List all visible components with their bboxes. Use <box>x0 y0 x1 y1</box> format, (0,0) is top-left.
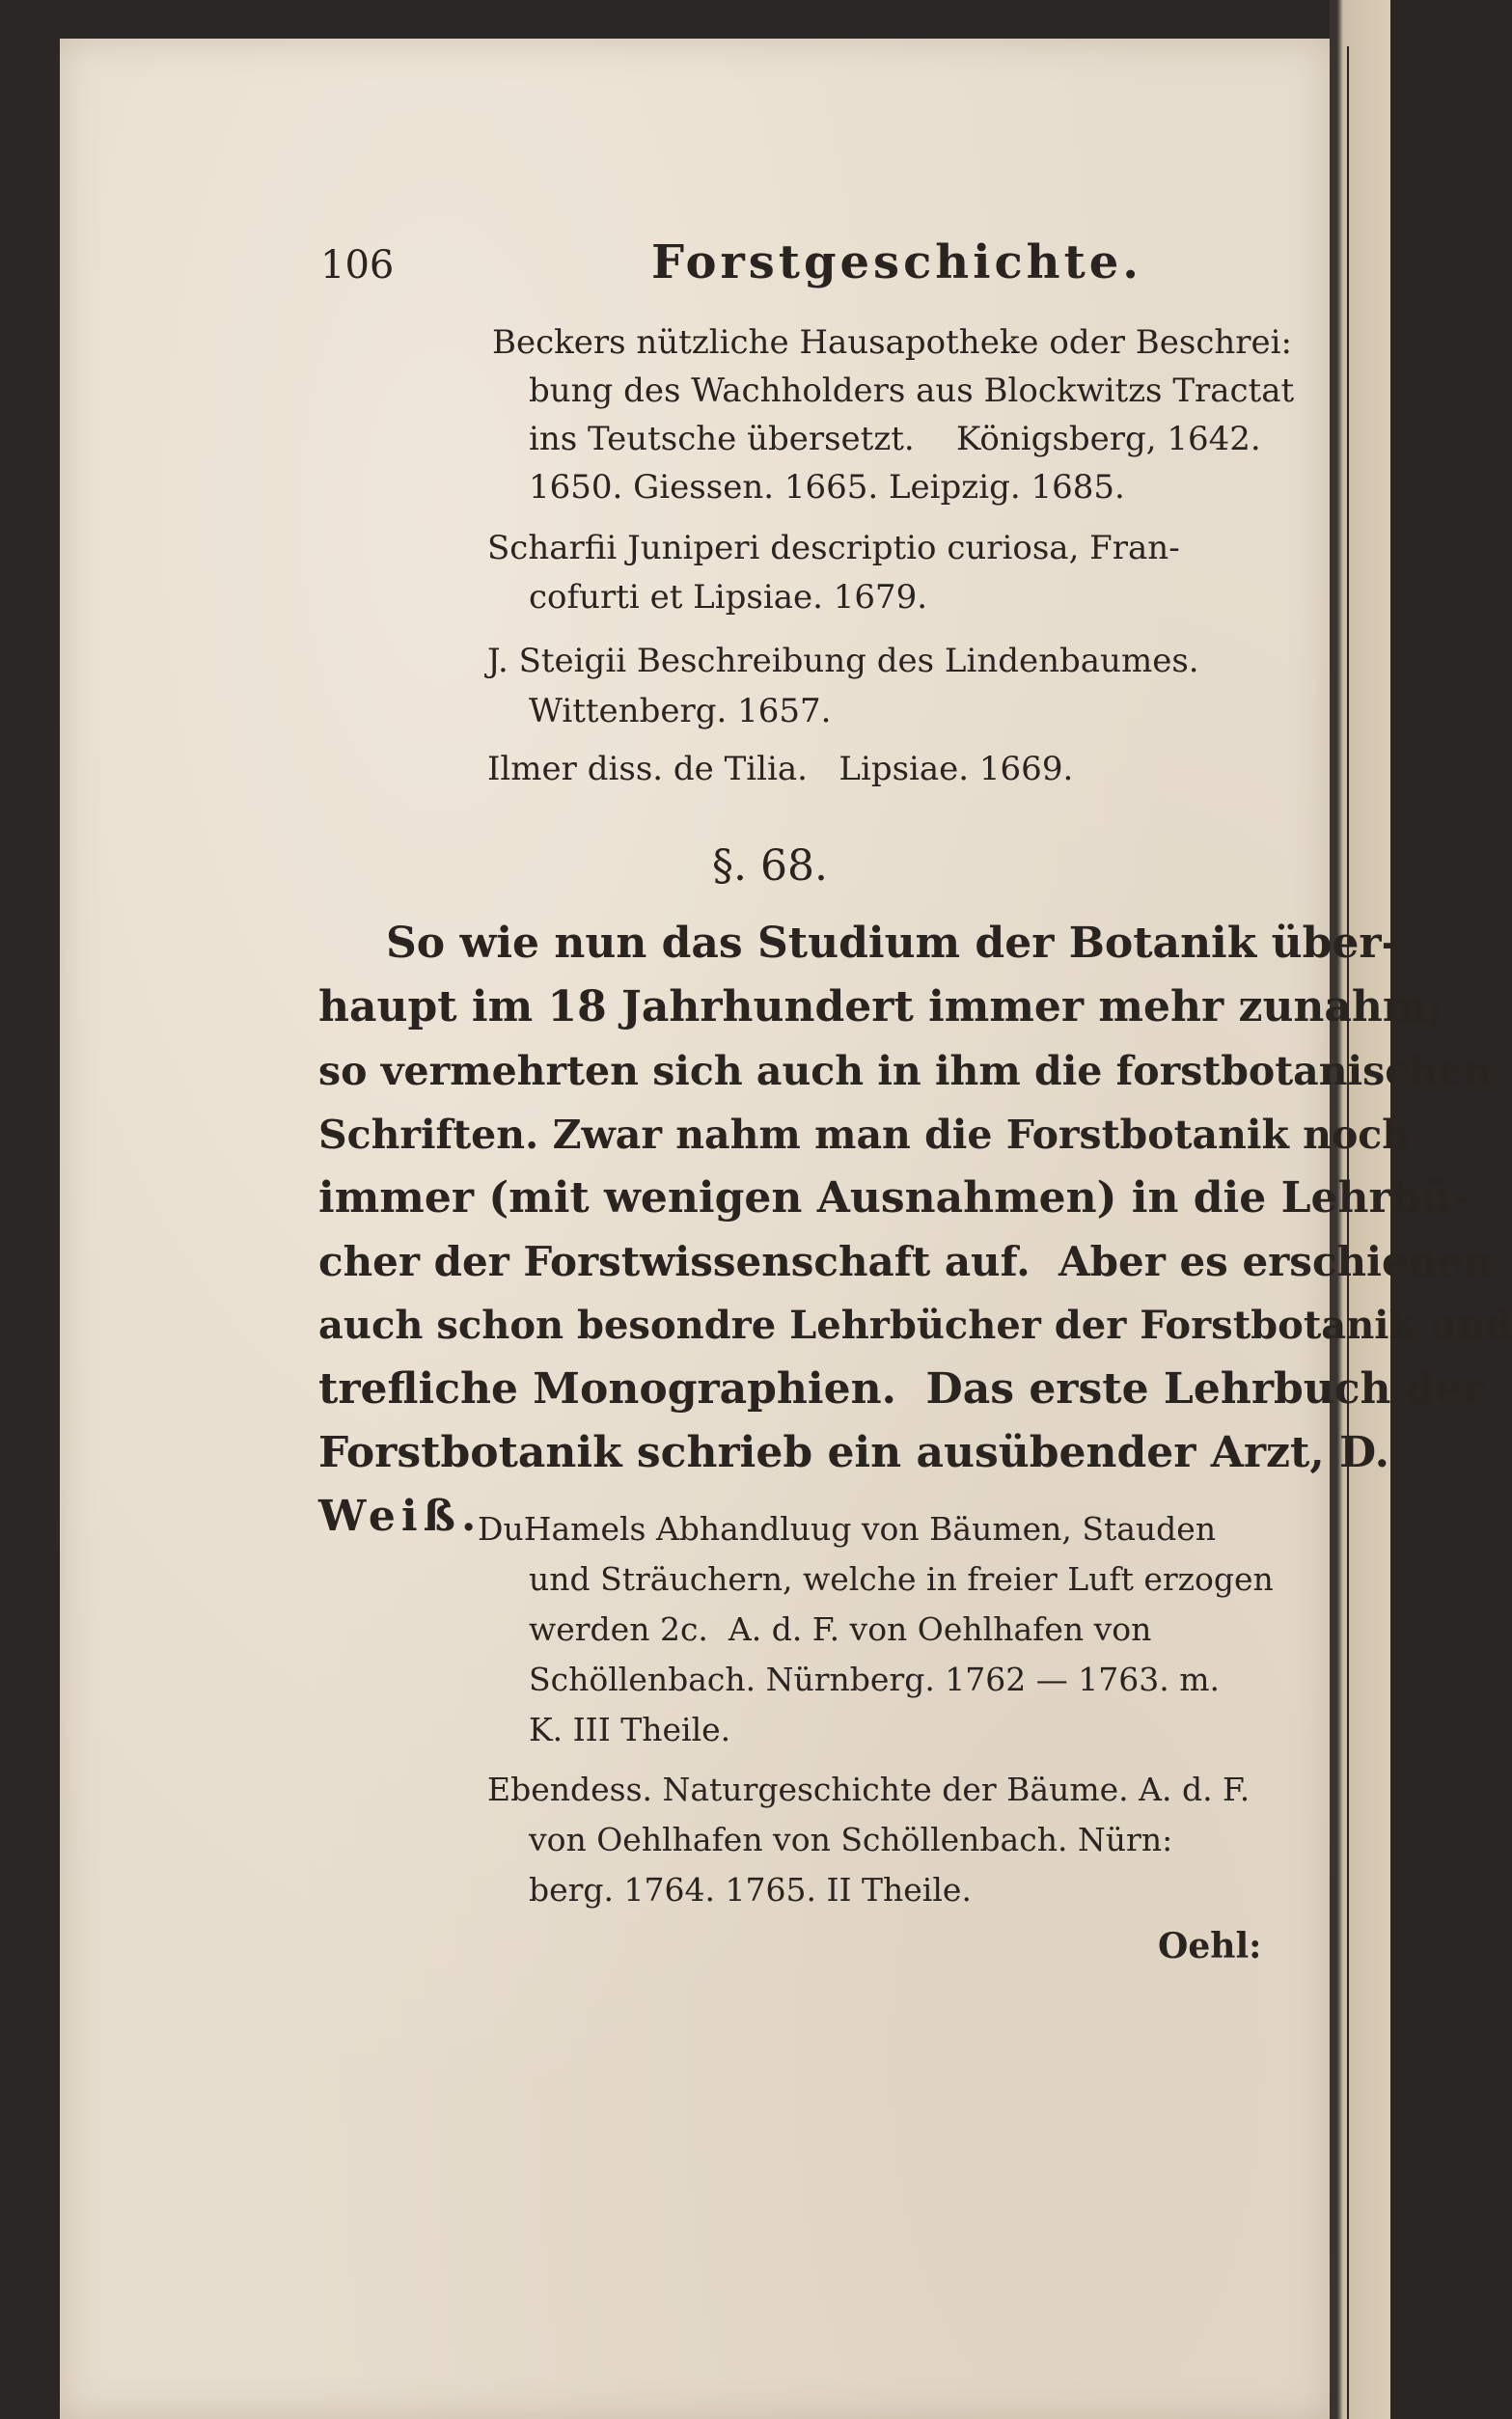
body-line: auch schon besondre Lehrbücher der Forstbotanik und <box>318 1303 1512 1348</box>
reference-line: Schöllenbach. Nürnberg. 1762 — 1763. m. <box>529 1661 1221 1698</box>
body-line: cher der Forstwissenschaft auf. Aber es erschienen <box>318 1238 1493 1285</box>
body-line: Forstbotanik schrieb ein ausübender Arzt, D. <box>318 1428 1389 1477</box>
reference-line: Beckers nützliche Hausapotheke oder Beschrei: <box>492 323 1292 362</box>
reference-line: ins Teutsche übersetzt. Königsberg, 1642. <box>529 420 1261 458</box>
body-line: Weiß. <box>318 1492 482 1541</box>
catchword: Oehl: <box>1158 1926 1262 1966</box>
reference-line: und Sträuchern, welche in freier Luft erzogen <box>529 1560 1274 1598</box>
reference-line: DuHamels Abhandluug von Bäumen, Stauden <box>478 1510 1217 1548</box>
reference-line: K. III Theile. <box>529 1711 731 1748</box>
reference-line: berg. 1764. 1765. II Theile. <box>529 1871 972 1909</box>
reference-line: Wittenberg. 1657. <box>529 692 832 730</box>
body-line: so vermehrten sich auch in ihm die forstbotanischen <box>318 1048 1492 1094</box>
reference-line: Ebendess. Naturgeschichte der Bäume. A. d. F. <box>487 1771 1251 1808</box>
running-title: Forstgeschichte. <box>651 235 1142 289</box>
body-line: haupt im 18 Jahrhundert immer mehr zunahm; <box>318 982 1443 1031</box>
reference-line: werden 2c. A. d. F. von Oehlhafen von <box>529 1610 1152 1648</box>
reference-line: Ilmer diss. de Tilia. Lipsiae. 1669. <box>487 750 1074 788</box>
reference-line: 1650. Giessen. 1665. Leipzig. 1685. <box>529 468 1125 507</box>
body-line: Schriften. Zwar nahm man die Forstbotanik noch <box>318 1112 1412 1158</box>
section-heading: §. 68. <box>712 841 828 891</box>
reference-line: von Oehlhafen von Schöllenbach. Nürn: <box>529 1821 1173 1858</box>
body-line: trefliche Monographien. Das erste Lehrbuch der <box>318 1364 1485 1414</box>
body-line: So wie nun das Studium der Botanik über- <box>386 919 1399 968</box>
reference-line: Scharfii Juniperi descriptio curiosa, Fran- <box>487 529 1180 567</box>
reference-line: bung des Wachholders aus Blockwitzs Tractat <box>529 371 1295 410</box>
reference-line: J. Steigii Beschreibung des Lindenbaumes. <box>487 642 1199 680</box>
body-line: immer (mit wenigen Ausnahmen) in die Lehrbü- <box>318 1173 1470 1223</box>
page-number: 106 <box>320 243 395 288</box>
reference-line: cofurti et Lipsiae. 1679. <box>529 578 928 617</box>
